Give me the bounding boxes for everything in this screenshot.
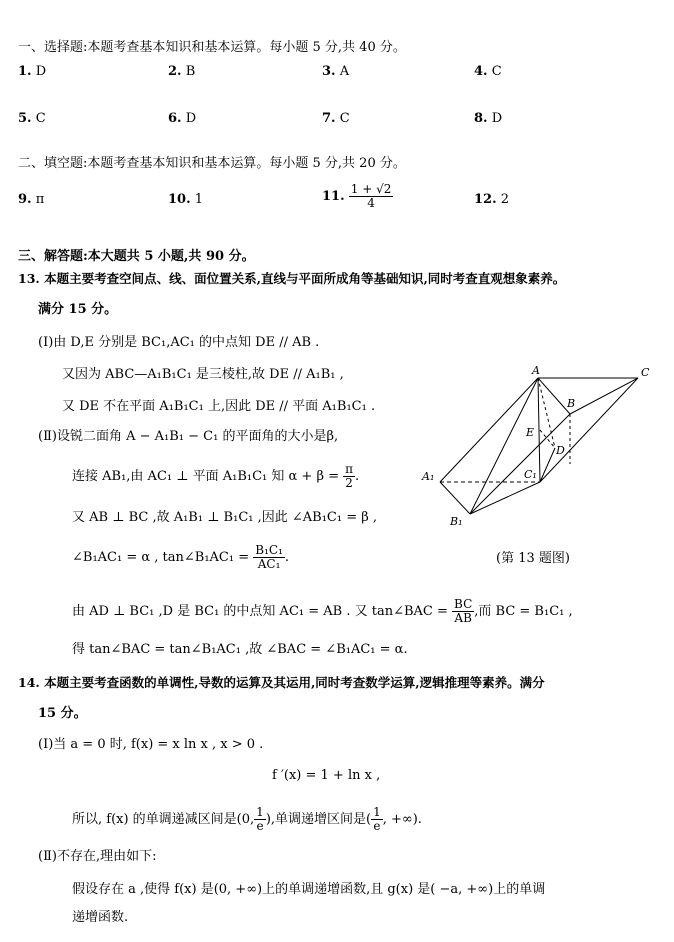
- answer-11: 11. $\frac{1 + √2}{4}$: [322, 182, 392, 210]
- q14-score: 15 分。: [38, 706, 87, 721]
- fig-label-D: D: [556, 444, 565, 457]
- q13-part2-line1: (Ⅱ)设锐二面角 A − A₁B₁ − C₁ 的平面角的大小是β,: [38, 429, 339, 444]
- q14-part1-line1: (Ⅰ)当 a = 0 时, f(x) = x ln x , x > 0 .: [38, 737, 264, 752]
- q13-part1-line1: (Ⅰ)由 D,E 分别是 BC₁,AC₁ 的中点知 DE // AB .: [38, 335, 320, 350]
- q14-title: 14. 本题主要考查函数的单调性,导数的运算及其运用,同时考查数学运算,逻辑推理等素养。满分: [18, 675, 545, 690]
- answer-12: 12. 2: [474, 192, 510, 207]
- answer-8: 8. D: [474, 111, 503, 126]
- section3-heading: 三、解答题:本大题共 5 小题,共 90 分。: [18, 249, 255, 264]
- fig-label-C: C: [641, 366, 650, 379]
- q14-part2-line2: 假设存在 a ,使得 f(x) 是(0, +∞)上的单调递增函数,且 g(x) 是( −a, +∞)上的单调: [72, 882, 546, 897]
- q13-part2-line4: ∠B₁AC₁ = α , tan∠B₁AC₁ = $\frac{\text{B₁C₁}}{\text{AC₁}}$ .: [72, 543, 290, 571]
- q13-score: 满分 15 分。: [38, 302, 118, 317]
- answer-10: 10. 1: [168, 192, 204, 207]
- q13-part2-line5: 由 AD ⊥ BC₁ ,D 是 BC₁ 的中点知 AC₁ = AB . 又 tan∠BAC = $\frac{BC}{AB}$ ,而 BC = B₁C₁ ,: [72, 597, 573, 625]
- q13-part2-line2: 连接 AB₁,由 AC₁ ⊥ 平面 A₁B₁C₁ 知 α + β = $\frac{\pi}{2}$ .: [72, 462, 360, 490]
- answer-4: 4. C: [474, 64, 502, 79]
- q13-title: 13. 本题主要考查空间点、线、面位置关系,直线与平面所成角等基础知识,同时考查直观想象素养。: [18, 271, 566, 286]
- answer-9: 9. π: [18, 192, 45, 207]
- answer-2: 2. B: [168, 64, 196, 79]
- q13-part1-line3: 又 DE 不在平面 A₁B₁C₁ 上,因此 DE // 平面 A₁B₁C₁ .: [62, 399, 376, 414]
- q14-part1-monotonic: 所以, f(x) 的单调递减区间是(0, $\frac{1}{e}$ ),单调递增区间是( $\frac{1}{e}$ , +∞).: [72, 805, 422, 833]
- q13-figure-caption: (第 13 题图): [496, 551, 570, 566]
- answer-3: 3. A: [322, 64, 350, 79]
- fig-label-E: E: [526, 426, 535, 439]
- answer-5: 5. C: [18, 111, 46, 126]
- fig-label-B1: B₁: [450, 515, 463, 528]
- fig-label-A: A: [532, 364, 540, 377]
- fig-label-A1: A₁: [422, 470, 435, 483]
- fig-label-B: B: [567, 397, 576, 410]
- section1-heading: 一、选择题:本题考查基本知识和基本运算。每小题 5 分,共 40 分。: [18, 40, 406, 55]
- q14-part2-line3: 递增函数.: [72, 910, 129, 925]
- q13-part2-line3: 又 AB ⊥ BC ,故 A₁B₁ ⊥ B₁C₁ ,因此 ∠AB₁C₁ = β ,: [72, 510, 378, 525]
- answer-7: 7. C: [322, 111, 350, 126]
- fig-label-C1: C₁: [524, 468, 537, 481]
- q14-part2-line1: (Ⅱ)不存在,理由如下:: [38, 849, 157, 864]
- q13-part1-line2: 又因为 ABC—A₁B₁C₁ 是三棱柱,故 DE // A₁B₁ ,: [62, 367, 344, 382]
- q13-prism-figure: [420, 362, 660, 532]
- q14-part1-derivative: f ′(x) = 1 + ln x ,: [272, 768, 381, 783]
- answer-1: 1. D: [18, 64, 47, 79]
- section2-heading: 二、填空题:本题考查基本知识和基本运算。每小题 5 分,共 20 分。: [18, 156, 406, 171]
- answer-6: 6. D: [168, 111, 197, 126]
- q13-part2-line6: 得 tan∠BAC = tan∠B₁AC₁ ,故 ∠BAC = ∠B₁AC₁ = α.: [72, 642, 408, 657]
